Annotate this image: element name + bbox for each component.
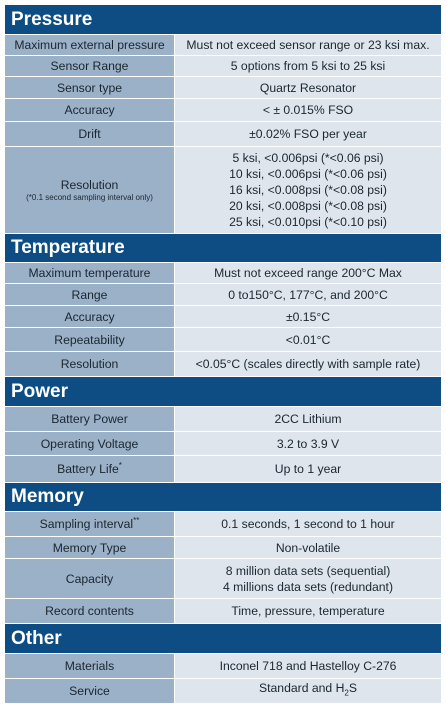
row-value: Quartz Resonator (175, 77, 442, 99)
section-title: Temperature (5, 234, 442, 263)
row-value: <0.05°C (scales directly with sample rate) (175, 352, 442, 377)
row-value: ±0.15°C (175, 306, 442, 328)
row-value: Up to 1 year (175, 456, 442, 483)
table-row (5, 537, 442, 559)
row-value: ±0.02% FSO per year (175, 122, 442, 147)
row-value-line: 20 ksi, <0.008psi (*<0.08 psi) (229, 199, 387, 213)
row-value: 0 to150°C, 177°C, and 200°C (175, 284, 442, 306)
row-label: Sensor Range (5, 56, 175, 77)
section-header-other (5, 624, 442, 654)
row-value: 0.1 seconds, 1 second to 1 hour (175, 512, 442, 537)
row-value-line: 25 ksi, <0.010psi (*<0.10 psi) (229, 215, 387, 229)
table-row (5, 122, 442, 147)
table-row (5, 432, 442, 456)
row-label: Sampling interval (39, 517, 134, 531)
row-value-group (175, 147, 442, 234)
row-label: Capacity (5, 559, 175, 599)
section-header-memory (5, 483, 442, 512)
row-value: Time, pressure, temperature (175, 599, 442, 624)
row-value-line: 16 ksi, <0.008psi (*<0.08 psi) (229, 183, 387, 197)
row-value: Must not exceed sensor range or 23 ksi max. (175, 35, 442, 56)
section-header-temperature (5, 234, 442, 263)
row-label: Sensor type (5, 77, 175, 99)
table-row (5, 77, 442, 99)
section-title: Memory (5, 483, 442, 512)
table-row (5, 456, 442, 483)
table-row (5, 407, 442, 432)
row-label: Operating Voltage (5, 432, 175, 456)
row-label: Resolution (5, 352, 175, 377)
section-title: Other (5, 624, 442, 654)
row-label: Drift (5, 122, 175, 147)
table-row (5, 35, 442, 56)
row-value: Standard and H (259, 681, 345, 696)
section-header-power (5, 377, 442, 407)
row-value: 3.2 to 3.9 V (175, 432, 442, 456)
row-value-line: 8 million data sets (sequential) (225, 563, 391, 578)
row-value-suffix: S (348, 681, 357, 696)
table-row (5, 306, 442, 328)
row-value-group (175, 559, 442, 599)
row-value: 5 options from 5 ksi to 25 ksi (175, 56, 442, 77)
section-title: Pressure (5, 5, 442, 35)
table-row (5, 512, 442, 537)
row-note: (*0.1 second sampling interval only) (26, 193, 153, 202)
table-row (5, 284, 442, 306)
row-label: Battery Life (57, 462, 119, 476)
row-label: Battery Power (5, 407, 175, 432)
subscript: 2 (344, 688, 349, 698)
row-label: Repeatability (5, 328, 175, 352)
row-label: Maximum external pressure (5, 35, 175, 56)
table-row (5, 352, 442, 377)
row-label: Maximum temperature (5, 263, 175, 284)
table-row (5, 56, 442, 77)
row-value: Non-volatile (175, 537, 442, 559)
row-label: Service (5, 679, 175, 704)
row-label-group (5, 147, 175, 234)
row-label: Range (5, 284, 175, 306)
row-value: Must not exceed range 200°C Max (175, 263, 442, 284)
table-row (5, 599, 442, 624)
spec-table (4, 4, 442, 704)
footnote-mark: ** (133, 515, 140, 525)
table-row (5, 679, 442, 704)
row-value: <0.01°C (175, 328, 442, 352)
table-row (5, 263, 442, 284)
row-value: 2CC Lithium (175, 407, 442, 432)
row-label: Record contents (5, 599, 175, 624)
row-value: < ± 0.015% FSO (175, 99, 442, 122)
row-label: Accuracy (5, 306, 175, 328)
section-title: Power (5, 377, 442, 407)
row-value: Inconel 718 and Hastelloy C-276 (175, 654, 442, 679)
footnote-mark: * (118, 460, 122, 470)
table-row (5, 99, 442, 122)
row-label: Materials (5, 654, 175, 679)
row-label-group (5, 512, 175, 537)
row-value-line: 10 ksi, <0.006psi (*<0.06 psi) (229, 167, 387, 181)
row-label-group (5, 456, 175, 483)
row-label: Memory Type (5, 537, 175, 559)
row-label: Accuracy (5, 99, 175, 122)
section-header-pressure (5, 5, 442, 35)
row-label: Resolution (60, 178, 119, 192)
table-row (5, 328, 442, 352)
row-value-line: 4 millions data sets (redundant) (222, 579, 394, 594)
table-row (5, 654, 442, 679)
row-value-line: 5 ksi, <0.006psi (*<0.06 psi) (232, 151, 384, 165)
row-value-group (175, 679, 442, 704)
table-row (5, 559, 442, 599)
table-row (5, 147, 442, 234)
